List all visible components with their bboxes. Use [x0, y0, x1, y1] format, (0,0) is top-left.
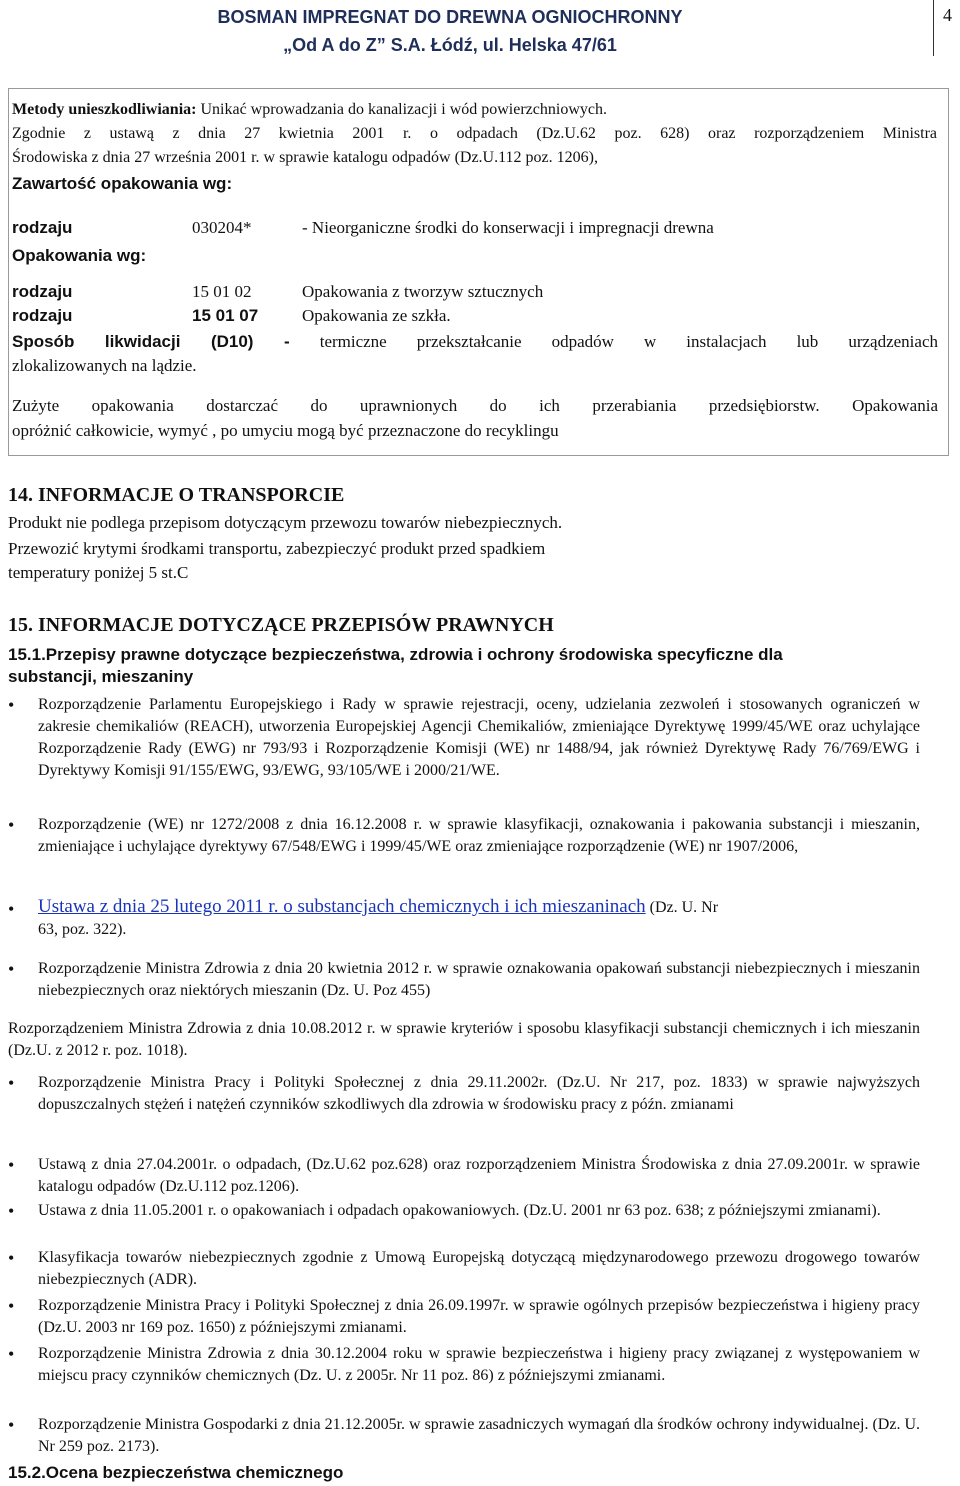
list-item-text: Rozporządzenie Ministra Pracy i Polityki Społecznej z dnia 26.09.1997r. w sprawie ogólnych przepisów bezpieczeństwa i higieny pracy (Dz.U. 2003 nr 169 poz. 1650) z późniejszymi zmianami. — [38, 1297, 920, 1336]
list-item-text: Klasyfikacja towarów niebezpiecznych zgodnie z Umową Europejską dotyczącą międzynarodowego przewozu drogowego towarów niebezpiecznych (ADR). — [38, 1249, 920, 1288]
company-title: BOSMAN IMPREGNAT DO DREWNA OGNIOCHRONNY — [217, 7, 683, 27]
list-item — [8, 1200, 920, 1222]
list-item — [8, 958, 920, 1002]
ustawa-ref-2: 63, poz. 322). — [38, 921, 127, 938]
list-item-text: Ustawa z dnia 11.05.2001 r. o opakowaniach i odpadach opakowaniowych. (Dz.U. 2001 nr 63 poz. 638; z późniejszymi zmianami). — [38, 1202, 881, 1219]
page-number: 4 — [943, 5, 952, 25]
disposal-info-box — [8, 88, 949, 456]
methods-text: Unikać wprowadzania do kanalizacji i wód powierzchniowych. — [200, 101, 607, 118]
bullet-icon: • — [8, 1344, 15, 1364]
law-line-1: Zgodnie z ustawą z dnia 27 kwietnia 2001 r. o odpadach (Dz.U.62 poz. 628) oraz rozporządzeniem Ministra — [12, 125, 937, 142]
list-item — [8, 1343, 920, 1387]
disposal-line-1 — [12, 331, 938, 353]
list-item-text: Rozporządzenie (WE) nr 1272/2008 z dnia 16.12.2008 r. w sprawie klasyfikacji, oznakowania i pakowania substancji i mieszanin, zmieniające i uchylające dyrektywy 67/548/EWG i 1999/45/WE oraz zmieniające rozporządzenie (WE) nr 1907/2006, — [38, 816, 920, 855]
pack-row-2-label: rodzaju — [12, 306, 73, 325]
ustawa-ref-1: (Dz. U. Nr — [645, 899, 719, 916]
law-line-2: Środowiska z dnia 27 września 2001 r. w sprawie katalogu odpadów (Dz.U.112 poz. 1206), — [12, 149, 598, 166]
content-rodzaj-label: rodzaju — [12, 218, 73, 237]
plain-paragraph: Rozporządzeniem Ministra Zdrowia z dnia 10.08.2012 r. w sprawie kryteriów i sposobu klasyfikacji substancji chemicznych i ich mieszanin (Dz.U. z 2012 r. poz. 1018). — [8, 1020, 920, 1059]
page-header — [0, 0, 960, 62]
list-item-text: Rozporządzenie Ministra Pracy i Polityki Społecznej z dnia 29.11.2002r. (Dz.U. Nr 217, poz. 1833) w sprawie najwyższych dopuszczalnych stężeń i natężeń czynników szkodliwych dla zdrowia w środowisku pracy z późn. zmianami — [38, 1074, 920, 1113]
used-packaging-line-1: Zużyte opakowania dostarczać do uprawnionych do ich przerabiania przedsiębiorstw. Opakowania — [12, 396, 938, 415]
page-number-divider — [933, 0, 934, 56]
bullet-icon: • — [8, 959, 15, 979]
packaging-label: Opakowania wg: — [12, 246, 147, 265]
transport-line-3: temperatury poniżej 5 st.C — [8, 563, 189, 582]
ustawa-link[interactable]: Ustawa z dnia 25 lutego 2011 r. o substancjach chemicznych i ich mieszaninach — [38, 896, 646, 917]
list-item — [8, 1247, 920, 1291]
company-address: „Od A do Z” S.A. Łódź, ul. Helska 47/61 — [283, 35, 617, 55]
list-item — [8, 1154, 920, 1198]
section-15-1-line-1: 15.1.Przepisy prawne dotyczące bezpieczeństwa, zdrowia i ochrony środowiska specyficzne dla — [8, 645, 783, 664]
section-15-2-heading: 15.2.Ocena bezpieczeństwa chemicznego — [8, 1463, 344, 1482]
bullet-icon: • — [8, 1248, 15, 1268]
list-item-text: Rozporządzenie Ministra Zdrowia z dnia 30.12.2004 roku w sprawie bezpieczeństwa i higieny pracy związanej z występowaniem w miejscu pracy czynników chemicznych (Dz. U. z 2005r. Nr 11 poz. 86) z późniejszymi zmianami. — [38, 1345, 920, 1384]
bullet-icon: • — [8, 1073, 15, 1093]
list-item-text: Rozporządzenie Parlamentu Europejskiego i Rady w sprawie rejestracji, oceny, udzielania zezwoleń i stosowanych ograniczeń w zakresie chemikaliów (REACH), utworzenia Europejskiej Agencji Chemikaliów, zmieniające Dyrektywę 1999/45/WE oraz uchylające Rozporządzenie Rady (EWG) nr 793/93 i Rozporządzenie Komisji (WE) nr 1488/94, jak również Dyrektywę Rady 76/769/EWG i Dyrektywy Komisji 91/155/EWG, 93/EWG, 93/105/WE i 2000/21/WE. — [38, 696, 920, 779]
pack-row-1-label: rodzaju — [12, 282, 73, 301]
list-item — [8, 896, 920, 941]
pack-row-1-code: 15 01 02 — [192, 282, 252, 301]
list-item-text — [38, 896, 920, 941]
used-packaging-line-2: opróżnić całkowicie, wymyć , po umyciu mogą być przeznaczone do recyklingu — [12, 421, 559, 440]
bullet-icon: • — [8, 1155, 15, 1175]
list-item-text: Rozporządzenie Ministra Zdrowia z dnia 20 kwietnia 2012 r. w sprawie oznakowania opakowań substancji niebezpiecznych i mieszanin niebezpiecznych oraz niektórych mieszanin (Dz. U. Poz 455) — [38, 960, 920, 999]
disposal-text-1: termiczne przekształcanie odpadów w instalacjach lub urządzeniach — [319, 332, 939, 351]
disposal-text-2: zlokalizowanych na lądzie. — [12, 356, 197, 375]
pack-row-1-desc: Opakowania z tworzyw sztucznych — [302, 282, 544, 301]
disposal-label: Sposób likwidacji (D10) - — [12, 332, 290, 351]
content-desc: - Nieorganiczne środki do konserwacji i impregnacji drewna — [302, 218, 714, 237]
list-item — [8, 694, 920, 782]
list-item-text: Rozporządzenie Ministra Gospodarki z dnia 21.12.2005r. w sprawie zasadniczych wymagań dla środków ochrony indywidualnej. (Dz. U. Nr 259 poz. 2173). — [38, 1416, 920, 1455]
section-15-1-heading — [8, 644, 948, 688]
section-15-heading: 15. INFORMACJE DOTYCZĄCE PRZEPISÓW PRAWNYCH — [8, 614, 554, 636]
bullet-icon: • — [8, 695, 15, 715]
transport-line-2: Przewozić krytymi środkami transportu, zabezpieczyć produkt przed spadkiem — [8, 539, 546, 558]
section-14-heading: 14. INFORMACJE O TRANSPORCIE — [8, 484, 345, 506]
methods-line — [12, 99, 942, 121]
bullet-icon: • — [8, 815, 15, 835]
bullet-icon: • — [8, 1201, 15, 1221]
list-item — [8, 1295, 920, 1339]
methods-label: Metody unieszkodliwiania: — [12, 101, 197, 118]
bullet-icon: • — [8, 1415, 15, 1435]
pack-row-2-code: 15 01 07 — [192, 306, 259, 325]
section-15-1-line-2: substancji, mieszaniny — [8, 667, 194, 686]
content-label: Zawartość opakowania wg: — [12, 174, 233, 193]
transport-line-1: Produkt nie podlega przepisom dotyczącym przewozu towarów niebezpiecznych. — [8, 513, 563, 532]
bullet-icon: • — [8, 899, 15, 919]
list-item-text: Ustawą z dnia 27.04.2001r. o odpadach, (Dz.U.62 poz.628) oraz rozporządzeniem Ministra Środowiska z dnia 27.09.2001r. w sprawie katalogu odpadów (Dz.U.112 poz.1206). — [38, 1156, 920, 1195]
list-item — [8, 814, 920, 858]
list-item — [8, 1414, 920, 1458]
list-item — [8, 1072, 920, 1116]
bullet-icon: • — [8, 1296, 15, 1316]
pack-row-2-desc: Opakowania ze szkła. — [302, 306, 451, 325]
content-code: 030204* — [192, 218, 252, 237]
